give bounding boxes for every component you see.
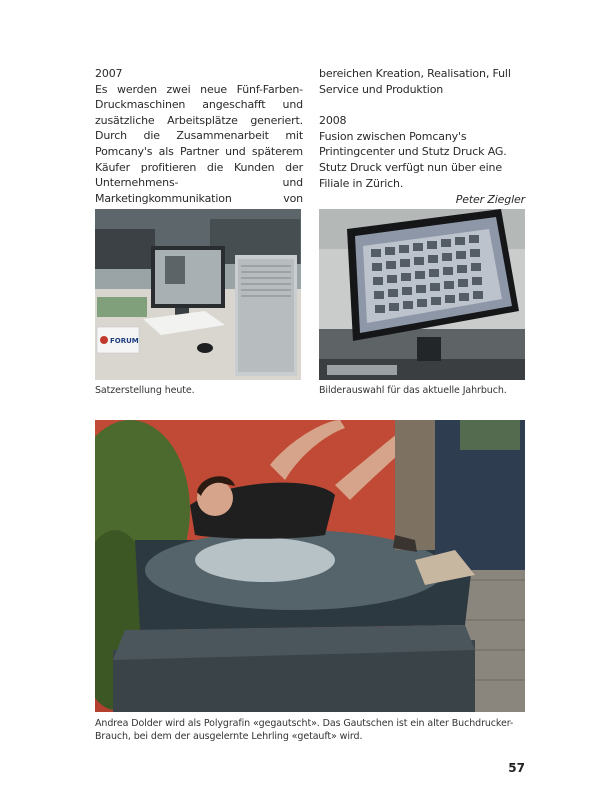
paragraph-2007: Es werden zwei neue Fünf-Farben-Druckmaschinen angeschafft und zusätzliche Arbeitsplätze generiert. Durch die Zusammenarbeit mit Pomcany's als Partner und späterem Käufer profitieren die Kunden der Unternehmens- und Marketingkommunikation von <box>95 82 303 205</box>
page-number: 57 <box>508 761 525 775</box>
forum-sticker-text: FORUM <box>110 337 139 345</box>
year-heading-2007: 2007 <box>95 67 123 80</box>
photo-workstation <box>95 209 301 380</box>
photo-gautschen <box>95 420 525 712</box>
caption-gautschen: Andrea Dolder wird als Polygrafin «gegautscht». Das Gautschen ist ein alter Buchdrucker-Brauch, bei dem der ausgelernte Lehrling «getauft» wird. <box>95 718 514 742</box>
year-heading-2008: 2008 <box>319 114 347 128</box>
caption-workstation: Satzerstellung heute. <box>95 385 195 396</box>
text-column-left <box>95 66 303 222</box>
photo-image-selection <box>319 209 525 380</box>
paragraph-continuation: bereichen Kreation, Realisation, Full Service und Produktion <box>319 67 511 96</box>
caption-image-selection: Bilderauswahl für das aktuelle Jahrbuch. <box>319 385 507 396</box>
paragraph-2008: Fusion zwischen Pomcany's Printingcenter und Stutz Druck AG. Stutz Druck verfügt nun über eine Filiale in Zürich. <box>319 129 507 190</box>
text-column-right <box>319 66 525 208</box>
author-signature: Peter Ziegler <box>455 193 525 207</box>
